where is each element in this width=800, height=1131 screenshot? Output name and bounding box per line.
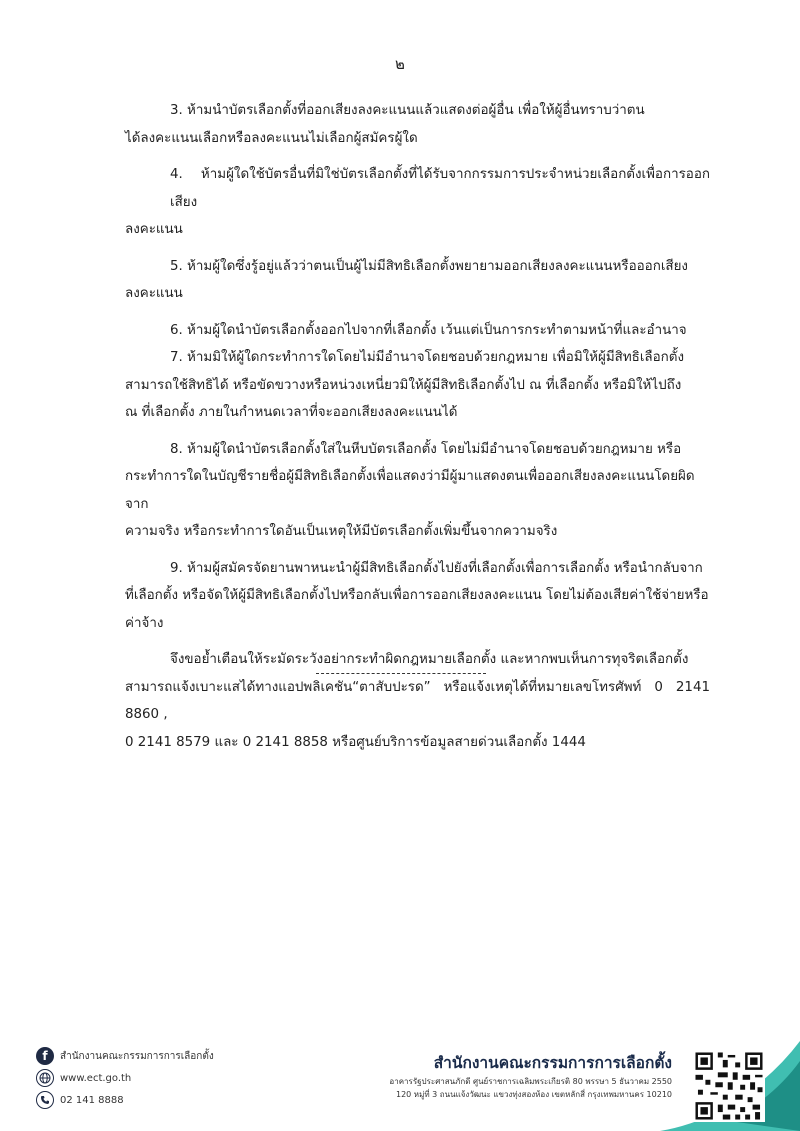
document-body	[125, 97, 710, 765]
paragraph-line: 8. ห้ามผู้ใดนำบัตรเลือกตั้งใส่ในหีบบัตรเลือกตั้ง โดยไม่มีอำนาจโดยชอบด้วยกฎหมาย หรือ	[170, 441, 682, 457]
paragraph-line: ลงคะแนน	[125, 286, 183, 301]
paragraph-7	[125, 344, 710, 427]
end-separator	[316, 673, 486, 674]
website-contact[interactable]	[36, 1067, 214, 1089]
paragraph-8	[125, 436, 710, 546]
paragraph-3	[125, 97, 710, 152]
paragraph-line: 7. ห้ามมิให้ผู้ใดกระทำการใดโดยไม่มีอำนาจโดยชอบด้วยกฎหมาย เพื่อมิให้ผู้มีสิทธิเลือกตั้ง	[170, 350, 685, 365]
page-number: ๒	[395, 55, 405, 73]
paragraph-line: 5. ห้ามผู้ใดซึ่งรู้อยู่แล้วว่าตนเป็นผู้ไม่มีสิทธิเลือกตั้งพยายามออกเสียงลงคะแนนหรือออกเสียง	[170, 258, 688, 274]
paragraph-9	[125, 555, 710, 638]
paragraph-line: กระทำการใดในบัญชีรายชื่อผู้มีสิทธิเลือกตั้งเพื่อแสดงว่ามีผู้มาแสดงตนเพื่อออกเสียงลงคะแนนโดยผิดจาก	[125, 469, 695, 512]
phone-number: 02 141 8888	[60, 1094, 124, 1106]
paragraph-line: สามารถใช้สิทธิได้ หรือขัดขวางหรือหน่วงเหนี่ยวมิให้ผู้มีสิทธิเลือกตั้งไป ณ ที่เลือกตั้ง หรือมิให้ไปถึง	[125, 377, 682, 393]
paragraph-5	[125, 253, 710, 308]
facebook-label: สำนักงานคณะกรรมการการเลือกตั้ง	[60, 1050, 214, 1062]
paragraph-6	[170, 317, 710, 345]
paragraph-line: 4. ห้ามผู้ใดใช้บัตรอื่นที่มิใช่บัตรเลือกตั้งที่ได้รับจากกรรมการประจำหน่วยเลือกตั้งเพื่อการออกเสียง	[170, 167, 710, 210]
paragraph-line: 6. ห้ามผู้ใดนำบัตรเลือกตั้งออกไปจากที่เลือกตั้ง เว้นแต่เป็นการกระทำตามหน้าที่และอำนาจ	[170, 322, 687, 338]
paragraph-line: ความจริง หรือกระทำการใดอันเป็นเหตุให้มีบัตรเลือกตั้งเพิ่มขึ้นจากความจริง	[125, 524, 558, 539]
paragraph-4	[125, 161, 710, 244]
paragraph-line: ค่าจ้าง	[125, 615, 164, 631]
address-line-2: 120 หมู่ที่ 3 ถนนแจ้งวัฒนะ แขวงทุ่งสองห้อง เขตหลักสี่ กรุงเทพมหานคร 10210	[395, 1090, 672, 1099]
paragraph-line: 0 2141 8579 และ 0 2141 8858 หรือศูนย์บริการข้อมูลสายด่วนเลือกตั้ง 1444	[125, 734, 586, 750]
paragraph-line: 9. ห้ามผู้สมัครจัดยานพาหนะนำผู้มีสิทธิเลือกตั้งไปยังที่เลือกตั้งเพื่อการเลือกตั้ง หรือนำกลับจาก	[170, 560, 703, 576]
qr-code[interactable]	[692, 1050, 766, 1122]
paragraph-closing	[125, 646, 710, 756]
office-name: สำนักงานคณะกรรมการการเลือกตั้ง	[433, 1054, 672, 1072]
paragraph-line: 3. ห้ามนำบัตรเลือกตั้งที่ออกเสียงลงคะแนนแล้วแสดงต่อผู้อื่น เพื่อให้ผู้อื่นทราบว่าตน	[170, 103, 645, 118]
facebook-icon: f	[36, 1047, 54, 1065]
website-link[interactable]: www.ect.go.th	[60, 1072, 132, 1084]
paragraph-line: ที่เลือกตั้ง หรือจัดให้ผู้มีสิทธิเลือกตั้งไปหรือกลับเพื่อการออกเสียงลงคะแนน โดยไม่ต้องเสียค่าใช้จ่ายหรือ	[125, 588, 709, 603]
paragraph-line: ลงคะแนน	[125, 222, 183, 237]
facebook-contact[interactable]	[36, 1045, 214, 1067]
footer-contacts	[36, 1045, 214, 1111]
address-line-1: อาคารรัฐประศาสนภักดี ศูนย์ราชการเฉลิมพระเกียรติ 80 พรรษา 5 ธันวาคม 2550	[389, 1077, 672, 1086]
office-footer	[389, 1050, 672, 1101]
globe-icon	[36, 1069, 54, 1087]
paragraph-line: ณ ที่เลือกตั้ง ภายในกำหนดเวลาที่จะออกเสียงลงคะแนนได้	[125, 405, 458, 420]
paragraph-line: จึงขอย้ำเตือนให้ระมัดระวังอย่ากระทำผิดกฎหมายเลือกตั้ง และหากพบเห็นการทุจริตเลือกตั้ง	[170, 652, 689, 667]
phone-icon	[36, 1091, 54, 1109]
paragraph-line: สามารถแจ้งเบาะแสได้ทางแอปพลิเคชัน“ตาสับปะรด” หรือแจ้งเหตุได้ที่หมายเลขโทรศัพท์ 0 2141 8860 ,	[125, 679, 710, 722]
phone-contact[interactable]	[36, 1089, 214, 1111]
paragraph-line: ได้ลงคะแนนเลือกหรือลงคะแนนไม่เลือกผู้สมัครผู้ใด	[125, 130, 418, 146]
